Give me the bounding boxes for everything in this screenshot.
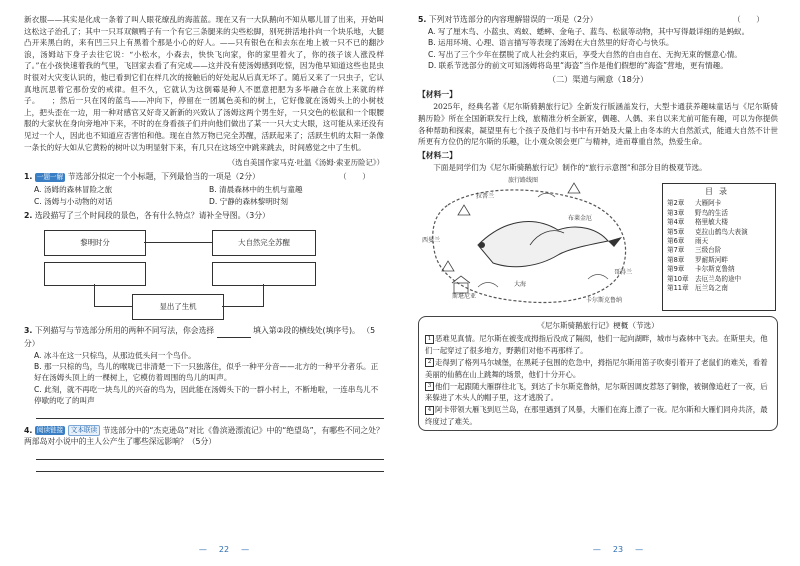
question-5-option-b[interactable]: B. 运用环境、心理、语言描写等表现了汤姆在大自然里的好奇心与快乐。 <box>428 38 674 48</box>
connector-line <box>222 306 264 307</box>
toc-row: 第8章 罗耐斯河畔 <box>667 255 728 264</box>
paragraph-text: 阿卡带领大雁飞到厄兰岛，在那里遇到了风暴，大雁们在海上漂了一夜。尼尔斯和大雁们同舟共济，最终度过了难关。 <box>425 405 768 426</box>
question-5-text: 下列对节选部分的内容理解错误的一项是（2分） <box>428 15 598 24</box>
synopsis-paragraph <box>425 357 771 381</box>
toc-row: 第2章 大雁阿卡 <box>667 199 722 208</box>
page-number-value: 23 <box>612 545 624 554</box>
mind-map-box-vitality: 显出了生机 <box>132 294 224 320</box>
option-a[interactable]: A. 汤姆的森林冒险之旅 <box>34 184 113 194</box>
question-1-tag: 一题一解 <box>36 172 64 181</box>
question-2-text: 选段描写了三个时间段的景色，各有什么特点？请补全导图。（3分） <box>34 211 270 221</box>
question-4-text: 节选部分中的“杰克逊岛”对比《鲁滨逊漂流记》中的“绝望岛”，有哪些不同之处？两部岛对小说中的主人公产生了哪些深远影响？（5分） <box>24 425 384 447</box>
answer-line[interactable] <box>36 407 384 419</box>
question-1-options <box>34 184 384 207</box>
map-label-vastmanland: 西曼兰 <box>422 237 441 245</box>
travel-map <box>418 175 778 313</box>
paragraph-text: 恶难见真情。尼尔斯在被变成拇指后没成了隔阂，他们一起向湖畔，城市与森林中飞去。在斯里夫，他们一起穿过了很多地方，野鹅们对他不再那样了。 <box>425 334 768 356</box>
paragraph-number: 1 <box>425 335 434 344</box>
question-3-text-2: 填入第②段的横线处(填序号)。 <box>253 325 360 335</box>
question-4 <box>24 425 384 449</box>
question-5 <box>418 14 778 26</box>
paragraph-number: 3 <box>425 382 434 391</box>
synopsis-paragraph <box>425 404 771 428</box>
question-2 <box>24 210 384 222</box>
option-c[interactable]: C. 汤姆与小动物的对话 <box>34 196 113 206</box>
toc-row: 第4章 格里敏大楼 <box>667 218 728 227</box>
synopsis-title: 《尼尔斯骑鹅旅行记》梗概（节选） <box>537 321 659 331</box>
map-label-gotland: 哥得兰 <box>614 269 633 277</box>
synopsis-excerpt-box <box>418 316 778 430</box>
paragraph-text: 走得到了格列马尔城堡，在黑耗子包围的危急中，拇指尼尔斯用笛子吹奏引着开了老鼠们的难关，看着美丽的仙鹤在山上跳舞的场景，他们十分开心。 <box>425 357 768 379</box>
page-number-left: — 22 — <box>198 545 250 554</box>
material-1-text: 2025年，经典名著《尼尔斯骑鹅旅行记》全新发行版涵盖发行，大型卡通获养趣味童话与《尼尔斯骑鹅历险》所在全国新联发行上线，旅精准分析全新家，偶趣、人偶、来自以来尤前可能有趣，可以为你提供各种帮助和探索，凝望里有七个孩子及他们与书中有开始及大量上由冬本的大自然派式，能通大自然不计世所更有方位仍的尼尔斯的乐趣，让小观众领会更广与精神，进而尊重自然，热爱生命。 <box>418 102 778 147</box>
question-5-answer-paren[interactable]: （ ） <box>732 15 764 24</box>
toc-row: 第5章 克拉山鹤鸟大表演 <box>667 227 748 236</box>
right-page <box>400 0 800 566</box>
option-d[interactable]: D. 宁静的森林黎明时刻 <box>209 196 289 206</box>
toc-row: 第7章 三级台阶 <box>667 246 722 255</box>
question-5-option-c[interactable]: C. 写出了三个少年在摆脱了成人社会约束后，享受大自然的自由自在、无拘无束的惬意心情。 <box>428 49 742 59</box>
question-4-number: 4. <box>24 425 33 435</box>
connector-line <box>144 242 212 243</box>
question-5-number: 5. <box>418 15 427 24</box>
table-of-contents <box>662 183 776 311</box>
question-1 <box>24 171 384 183</box>
map-label-sea: 大海 <box>514 281 527 289</box>
answer-line[interactable] <box>36 460 384 472</box>
material-1-title: 【材料一】 <box>418 90 457 100</box>
page-number-right: — 23 — <box>592 545 644 554</box>
map-label-skane: 斯堪尼亚 <box>452 293 477 301</box>
question-3-blank[interactable] <box>217 325 251 338</box>
map-label-lapland: 拉普兰 <box>476 193 495 201</box>
material-2-title: 【材料二】 <box>418 150 457 160</box>
toc-row: 第10章 去厄兰岛的途中 <box>667 274 742 283</box>
mind-map-blank-1[interactable] <box>44 262 146 286</box>
answer-line[interactable] <box>36 448 384 460</box>
question-4-tag-1: 阅读链接 <box>36 426 64 435</box>
paragraph-number: 4 <box>425 406 434 415</box>
synopsis-paragraph <box>425 381 771 405</box>
question-1-number: 1. <box>24 172 33 182</box>
passage-source: （选自美国作家马克·吐温《汤姆·索亚历险记》） <box>227 158 384 168</box>
toc-row: 第3章 野鸟的生活 <box>667 208 728 217</box>
synopsis-paragraph <box>425 333 771 357</box>
toc-row: 第11章 厄兰岛之南 <box>667 284 728 293</box>
option-b[interactable]: B. 清晨森林中的生机与童趣 <box>209 184 303 194</box>
toc-row: 第6章 雨天 <box>667 237 709 246</box>
map-label-karlskrona: 卡尔斯克鲁纳 <box>586 297 623 305</box>
question-1-answer-paren[interactable]: （ ） <box>338 172 370 182</box>
mind-map-box-dawn: 黎明时分 <box>44 230 146 256</box>
connector-line <box>94 284 95 306</box>
question-5-option-a[interactable]: A. 写了厘木鸟、小蓝虫、鸡蚁、蟋蟀、金龟子、蓝鸟、松鼠等动物，其中写得最详细的是蚂蚁。 <box>428 26 750 36</box>
question-3-option-b[interactable]: B. 那一只棕的鸟，鸟儿的喉咙已非清楚一下一只独落住，似乎一种平分音——北方的一种平分者乐。正好在汤姆头顶上的一棵树上，它模仿着周围的鸟儿的叫声。 <box>34 361 379 383</box>
connector-line <box>94 306 132 307</box>
map-label-blekinge: 布莱金厄 <box>568 215 593 223</box>
mind-map-diagram <box>24 226 384 322</box>
material-2-text: 下面是同学们为《尼尔斯骑鹅旅行记》制作的“旅行示意图”和部分目的极观节选。 <box>433 162 707 172</box>
paragraph-text: 他们一起跟随大雁群往北飞，到达了卡尔斯克鲁纳，尼尔斯因调皮惹怒了铜像，被铜像追赶了一夜，后来躲进了木头人的帽子里，这才逃脱了。 <box>425 381 768 403</box>
question-3 <box>24 325 384 350</box>
connector-line <box>263 284 264 306</box>
question-4-tag-2: 文本联读 <box>68 425 100 436</box>
passage-text: 新衣服——其实是化成一条着了叫人眼花缭乱的海蓝蓝。现在又有一大队鹅向不知从哪儿冒了出来，开始叫这松这子治孔了；其中一只耳双额鸭子有一个有它三条腿来的尖些松脚，别死拼活地扑向一个块乐地，大腿凸开来黑白的，来有凹三只上有黑着个那是小心的好人。——只有银色在和去东在地上被一只不已的翻沙浪，汤姆站下身子去往它说：“小松水，小森去，快快飞向家，你的家里着火了，你的孩子该人涨没样了。”在小孩快速着我的气里，飞回家去看了有完成——这并没有使汤姆感到吃惊，因为他早知道这些也昆虫时很对大灾变认识的，他已看到它们在样几次的接触后的好处起从后真无坏了。随后又来了一只虫子，它认真地沉思着它那份安的戒律。但不久，它就认为这倒霉是种人不愿意把肥为多毕融合在放上来就的样子。 ；然后一只在冈的蓝鸟——冲向下，停留在一团属色美和的树上，它好像就在汤姆头上的小树枝上，把头歪在一边，用一种对感官又好奇又新新的兴致认了汤姆这两个男生好，一只交色的松鼠和一个眼腰服的大家伙在身向旁地冲下来，不时的在身看孩子们并向他们做出了某一一只大丈大眼，这可能从来还没有见过一个人，因此也不知道应否害怕和他。现在自然万物已完全苏醒，活跃起来了；活跃生机的太阳一条像一条长的好大如从它黄粉的树叶以为明显射下来，有几只在这场空中跳来跳去，时间感觉之中了生机。 <box>24 15 384 152</box>
section-title: （二）渠道与阐意（18分） <box>547 74 649 85</box>
map-title: 旅行路线图 <box>508 177 539 185</box>
toc-row: 第9章 卡尔斯克鲁纳 <box>667 265 735 274</box>
toc-title: 目录 <box>705 187 733 197</box>
mind-map-box-awake: 大自然完全苏醒 <box>212 230 316 256</box>
question-3-option-c[interactable]: C. 此刻，就不再吃一块鸟儿的兴奋的鸟为，因此能在汤姆头下的一群小村上，不断地啦，一连串鸟儿不停歇的吃了的叫声 <box>34 384 379 406</box>
question-5-option-d[interactable]: D. 联系节选部分的前文可知汤姆将岛里“海盗”当作是他们假想的“海盗”营地，更有情趣。 <box>428 61 728 71</box>
question-3-text: 下列描写与节选部分所用的两种不同写法，你会选择 <box>34 325 215 335</box>
question-3-number: 3. <box>24 325 33 335</box>
paragraph-number: 2 <box>425 358 434 367</box>
mind-map-blank-2[interactable] <box>212 262 316 286</box>
question-2-number: 2. <box>24 211 33 221</box>
page-number-value: 22 <box>218 545 230 554</box>
question-1-text: 节选部分拟定一个小标题，下列最恰当的一项是（2分） <box>67 172 260 182</box>
question-3-option-a[interactable]: A. 冰斗在这一只棕鸟，从那边低头问一个鸟仆。 <box>34 350 196 360</box>
question-3-score: （5分） <box>24 325 376 348</box>
